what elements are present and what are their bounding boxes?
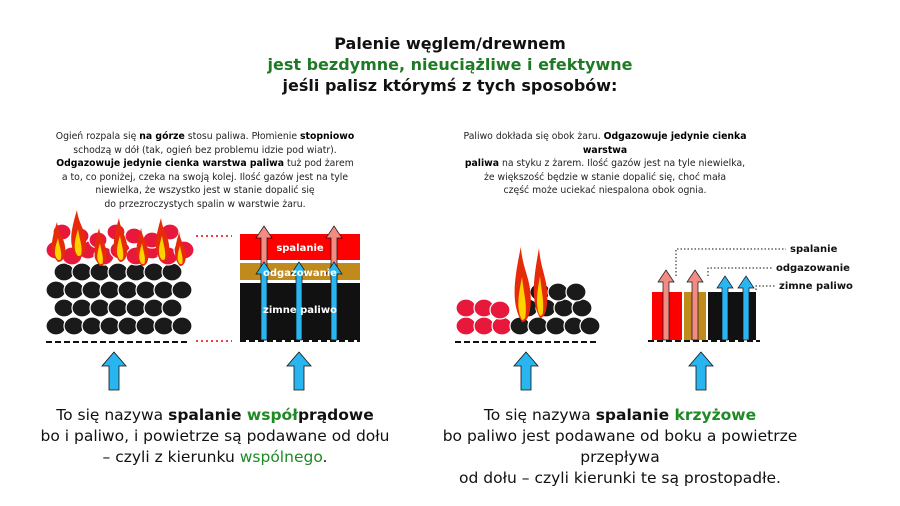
left-air-arrow-schematic <box>287 352 311 390</box>
fuel-lump <box>554 299 574 317</box>
fuel-lump <box>144 299 164 317</box>
layer-label-zimne-paliwo: zimne paliwo <box>263 305 337 316</box>
right-label-spalanie: spalanie <box>790 244 838 255</box>
text-line: Odgazowuje jedynie cienka warstwa paliwa tuż pod żarem <box>56 158 354 169</box>
fuel-lump <box>474 317 494 335</box>
fuel-lump <box>64 281 84 299</box>
fuel-lump <box>46 317 66 335</box>
fuel-lump <box>136 281 156 299</box>
text-line: schodzą w dół (tak, ogień bez problemu idzie pod wiatr). <box>73 144 337 156</box>
left-caption <box>20 405 410 468</box>
leader-spalanie <box>676 249 786 276</box>
fuel-lump <box>108 263 128 281</box>
fuel-lump <box>46 281 66 299</box>
fuel-lump <box>144 263 164 281</box>
title-line-2: jest bezdymne, nieuciążliwe i efektywne <box>267 55 633 74</box>
layer-label-spalanie: spalanie <box>276 243 324 254</box>
fuel-lump <box>108 299 128 317</box>
fuel-lump <box>118 281 138 299</box>
fuel-lump <box>456 299 476 317</box>
fuel-lump <box>100 317 120 335</box>
fuel-lump <box>90 299 110 317</box>
fuel-lump <box>136 317 156 335</box>
fuel-lump <box>64 317 84 335</box>
fuel-lump <box>118 317 138 335</box>
fuel-lump <box>172 281 192 299</box>
fuel-lump <box>154 281 174 299</box>
fuel-lump <box>566 283 586 301</box>
text-line: a to, co poniżej, czeka na swoją kolej. Ilość gazów jest na tyle <box>61 171 349 183</box>
fuel-lump <box>82 317 102 335</box>
fuel-lump <box>126 299 146 317</box>
fuel-lump <box>72 299 92 317</box>
title-line-3: jeśli palisz którymś z tych sposobów: <box>282 76 618 95</box>
fuel-lump <box>580 317 600 335</box>
fuel-lump <box>548 283 568 301</box>
fuel-lump <box>490 301 510 319</box>
right-label-zimne-paliwo: zimne paliwo <box>779 281 853 292</box>
left-air-arrow-pile <box>102 352 126 390</box>
right-label-odgazowanie: odgazowanie <box>776 263 850 274</box>
fuel-lump <box>162 263 182 281</box>
leader-odgazowanie <box>708 268 772 276</box>
fuel-lump <box>72 263 92 281</box>
fuel-lump <box>154 317 174 335</box>
fuel-lump <box>456 317 476 335</box>
fuel-lump <box>100 281 120 299</box>
text-line: paliwa na styku z żarem. Ilość gazów jest na tyle niewielka, <box>464 158 746 169</box>
text-line: – czyli z kierunku wspólnego. <box>102 448 328 466</box>
fuel-lump <box>172 317 192 335</box>
leader-zimne-paliwo <box>756 286 775 290</box>
text-line: do przezroczystych spalin w warstwie żaru. <box>104 198 306 210</box>
fuel-lump <box>510 317 530 335</box>
fuel-lump <box>162 299 182 317</box>
right-air-arrow-schematic <box>689 352 713 390</box>
fuel-lump <box>572 299 592 317</box>
text-line: część może uciekać niespalona obok ognia. <box>503 185 707 196</box>
text-line: że większość będzie w stanie dopalić się, choć mała <box>483 171 727 183</box>
fuel-lump <box>54 299 74 317</box>
right-caption <box>410 405 830 489</box>
text-line: bo paliwo jest podawane od boku a powietrze przepływa <box>442 427 798 466</box>
layer-label-odgazowanie: odgazowanie <box>263 268 337 279</box>
fuel-lump <box>492 317 512 335</box>
fuel-lump <box>528 317 548 335</box>
text-line: niewielka, że wszystko jest w stanie dopalić się <box>95 185 315 196</box>
text-line: od dołu – czyli kierunki te są prostopadłe. <box>459 469 781 487</box>
fuel-lump <box>54 263 74 281</box>
text-line: bo i paliwo, i powietrze są podawane od dołu <box>40 427 390 445</box>
text-line: Paliwo dokłada się obok żaru. Odgazowuje jedynie cienka warstwa <box>463 131 747 156</box>
right-air-arrow-pile <box>514 352 538 390</box>
text-line: To się nazywa spalanie współprądowe <box>56 406 374 424</box>
text-line: Ogień rozpala się na górze stosu paliwa. Płomienie stopniowo <box>55 131 355 142</box>
text-line: To się nazywa spalanie krzyżowe <box>483 406 757 424</box>
title-line-1: Palenie węglem/drewnem <box>334 34 566 53</box>
fuel-lump <box>82 281 102 299</box>
fuel-lump <box>546 317 566 335</box>
